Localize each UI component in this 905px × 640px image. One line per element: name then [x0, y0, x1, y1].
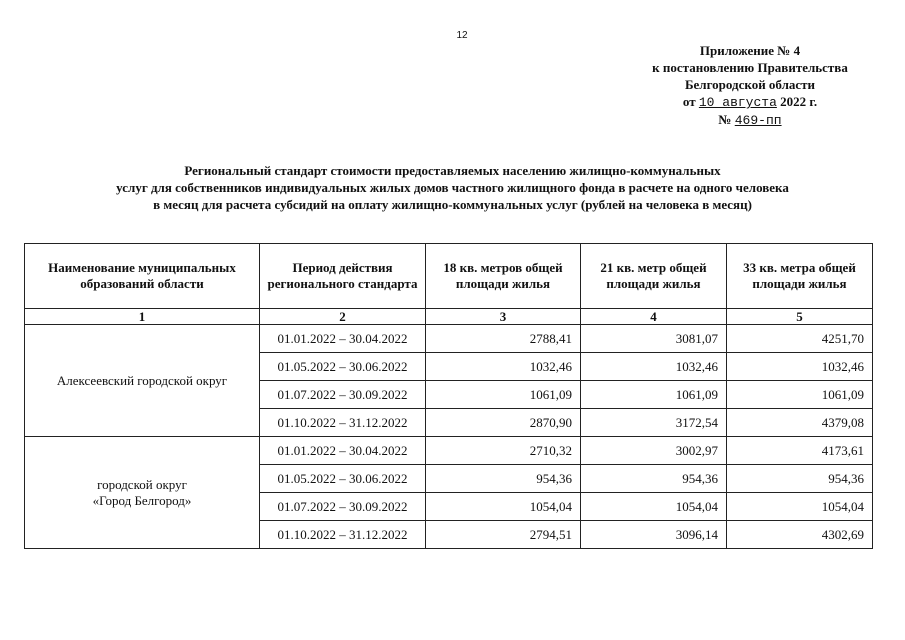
value-21sqm: 3002,97	[581, 437, 727, 465]
appendix-date	[600, 93, 900, 111]
header-municipality: Наименование муниципальных образований области	[25, 244, 260, 309]
value-21sqm: 3172,54	[581, 409, 727, 437]
value-33sqm: 4251,70	[727, 325, 873, 353]
value-21sqm: 3096,14	[581, 521, 727, 549]
appendix-block	[600, 42, 900, 129]
municipality-cell	[25, 437, 260, 549]
value-18sqm: 1054,04	[426, 493, 581, 521]
value-33sqm: 4379,08	[727, 409, 873, 437]
period-cell: 01.10.2022 – 31.12.2022	[260, 521, 426, 549]
value-33sqm: 4302,69	[727, 521, 873, 549]
municipality-cell	[25, 325, 260, 437]
standards-table	[24, 243, 873, 549]
value-18sqm: 1061,09	[426, 381, 581, 409]
date-prefix: от	[682, 94, 696, 109]
period-cell: 01.07.2022 – 30.09.2022	[260, 381, 426, 409]
page-number: 12	[456, 30, 468, 41]
appendix-resolution: к постановлению Правительства	[652, 60, 848, 75]
period-cell: 01.05.2022 – 30.06.2022	[260, 353, 426, 381]
value-33sqm: 1061,09	[727, 381, 873, 409]
title-line-2: услуг для собственников индивидуальных жилых домов частного жилищного фонда в расчете на одного человека	[116, 180, 789, 195]
column-number: 1	[25, 309, 260, 325]
value-18sqm: 2788,41	[426, 325, 581, 353]
header-18sqm: 18 кв. метров общей площади жилья	[426, 244, 581, 309]
column-number-row	[25, 309, 873, 325]
municipality-name-line-1: городской округ	[97, 476, 187, 492]
title-line-1: Региональный стандарт стоимости предоставляемых населению жилищно-коммунальных	[184, 163, 721, 178]
value-18sqm: 2870,90	[426, 409, 581, 437]
column-number: 3	[426, 309, 581, 325]
period-cell: 01.01.2022 – 30.04.2022	[260, 437, 426, 465]
value-21sqm: 1054,04	[581, 493, 727, 521]
date-suffix: 2022 г.	[780, 94, 818, 109]
column-number: 5	[727, 309, 873, 325]
value-33sqm: 954,36	[727, 465, 873, 493]
municipality-name-line-2: «Город Белгород»	[92, 492, 192, 508]
value-21sqm: 954,36	[581, 465, 727, 493]
value-21sqm: 1032,46	[581, 353, 727, 381]
header-row	[25, 244, 873, 309]
value-33sqm: 4173,61	[727, 437, 873, 465]
value-21sqm: 3081,07	[581, 325, 727, 353]
header-21sqm: 21 кв. метр общей площади жилья	[581, 244, 727, 309]
period-cell: 01.05.2022 – 30.06.2022	[260, 465, 426, 493]
header-period: Период действия регионального стандарта	[260, 244, 426, 309]
value-33sqm: 1032,46	[727, 353, 873, 381]
appendix-title: Приложение № 4	[699, 43, 801, 58]
date-handwritten: 10 августа	[698, 95, 777, 110]
column-number: 2	[260, 309, 426, 325]
period-cell: 01.01.2022 – 30.04.2022	[260, 325, 426, 353]
appendix-region: Белгородской области	[684, 77, 816, 92]
value-18sqm: 1032,46	[426, 353, 581, 381]
period-cell: 01.07.2022 – 30.09.2022	[260, 493, 426, 521]
number-handwritten: 469-пп	[734, 113, 782, 128]
document-title	[0, 162, 905, 213]
table-row	[25, 437, 873, 465]
period-cell: 01.10.2022 – 31.12.2022	[260, 409, 426, 437]
table-row	[25, 325, 873, 353]
municipality-name: Алексеевский городской округ	[56, 372, 228, 388]
value-18sqm: 2710,32	[426, 437, 581, 465]
column-number: 4	[581, 309, 727, 325]
number-prefix: №	[718, 112, 732, 127]
appendix-number	[600, 111, 900, 129]
value-33sqm: 1054,04	[727, 493, 873, 521]
value-21sqm: 1061,09	[581, 381, 727, 409]
header-33sqm: 33 кв. метра общей площади жилья	[727, 244, 873, 309]
value-18sqm: 2794,51	[426, 521, 581, 549]
title-line-3: в месяц для расчета субсидий на оплату жилищно-коммунальных услуг (рублей на человека в месяц)	[153, 197, 752, 212]
value-18sqm: 954,36	[426, 465, 581, 493]
